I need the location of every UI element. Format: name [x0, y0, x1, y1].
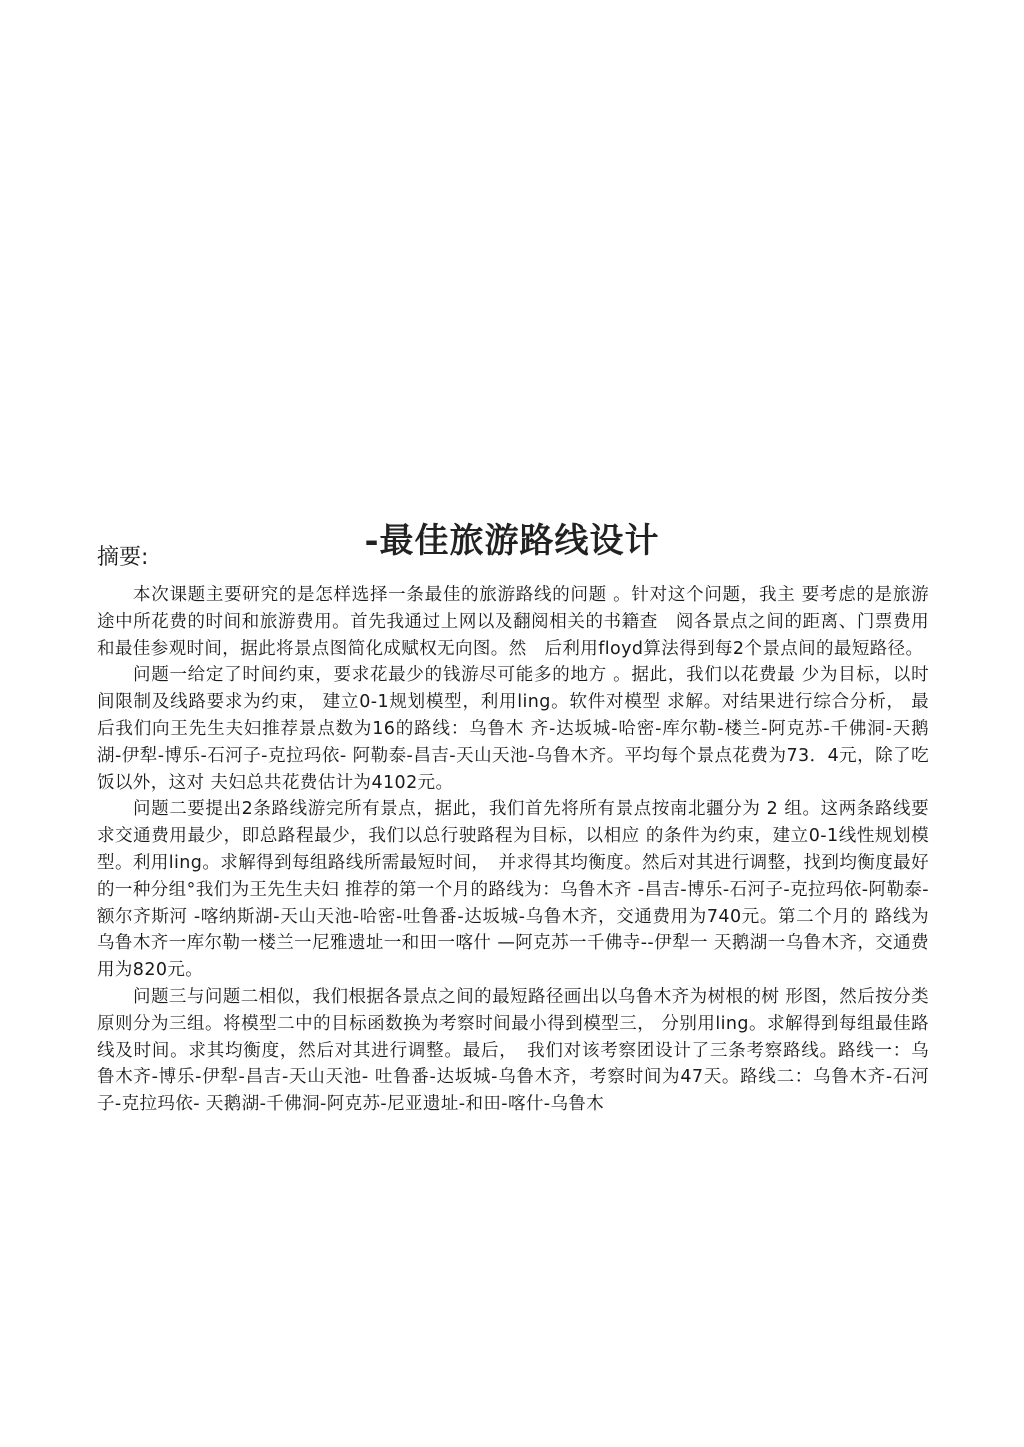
document-title: -最佳旅游路线设计	[364, 520, 660, 561]
abstract-paragraph: 问题一给定了时间约束，要求花最少的钱游尽可能多的地方 。据此，我们以花费最 少为目标，以时间限制及线路要求为约束， 建立0-1规划模型，利用ling。软件对模型 求解。对结果进行综合分析， 最后我们向王先生夫妇推荐景点数为16的路线：乌鲁木 齐-达坂城-哈密-库尔勒-楼兰-阿克苏-千佛洞-天鹅湖-伊犁-博乐-石河子-克拉玛依- 阿勒泰-昌吉-天山天池-乌鲁木齐。平均每个景点花费为73．4元，除了吃饭以外，这对 夫妇总共花费估计为4102元。	[97, 665, 929, 793]
abstract-body	[97, 582, 929, 1118]
abstract-paragraph: 本次课题主要研究的是怎样选择一条最佳的旅游路线的问题 。针对这个问题，我主 要考虑的是旅游途中所花费的时间和旅游费用。首先我通过上网以及翻阅相关的书籍查 阅各景点之间的距离、门票费用和最佳参观时间，据此将景点图简化成赋权无向图。然 后利用floyd算法得到每2个景点间的最短路径。	[97, 585, 929, 659]
abstract-paragraph: 问题二要提出2条路线游完所有景点，据此，我们首先将所有景点按南北疆分为 2 组。这两条路线要求交通费用最少，即总路程最少，我们以总行驶路程为目标，以相应 的条件为约束，建立0-1线性规划模型。利用ling。求解得到每组路线所需最短时间， 并求得其均衡度。然后对其进行调整，找到均衡度最好的一种分组°我们为王先生夫妇 推荐的第一个月的路线为：乌鲁木齐 -昌吉-博乐-石河子-克拉玛依-阿勒泰-额尔齐斯河 -喀纳斯湖-天山天池-哈密-吐鲁番-达坂城-乌鲁木齐，交通费用为740元。第二个月的 路线为乌鲁木齐一库尔勒一楼兰一尼雅遗址一和田一喀什 —阿克苏一千佛寺--伊犁一 天鹅湖一乌鲁木齐，交通费用为820元。	[97, 799, 929, 981]
abstract-heading: 摘要:	[97, 545, 149, 570]
abstract-paragraph: 问题三与问题二相似，我们根据各景点之间的最短路径画出以乌鲁木齐为树根的树 形图，然后按分类原则分为三组。将模型二中的目标函数换为考察时间最小得到模型三， 分别用ling。求解得到每组最佳路线及时间。求其均衡度，然后对其进行调整。最后， 我们对该考察团设计了三条考察路线。路线一：乌鲁木齐-博乐-伊犁-昌吉-天山天池- 吐鲁番-达坂城-乌鲁木齐，考察时间为47天。路线二：乌鲁木齐-石河子-克拉玛依- 天鹅湖-千佛洞-阿克苏-尼亚遗址-和田-喀什-乌鲁木	[97, 986, 929, 1115]
